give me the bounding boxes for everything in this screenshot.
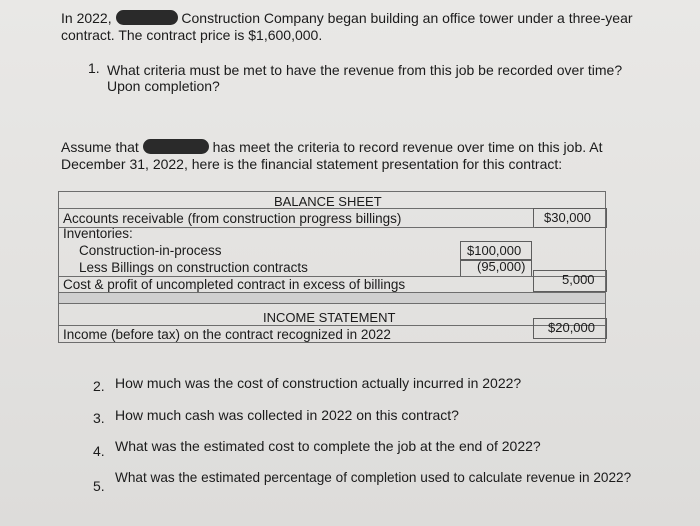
assume-line-1-end: has meet the criteria to record revenue over time on this job. At [212,139,603,155]
excess-value: 5,000 [562,272,595,287]
redacted-company-name [116,10,178,25]
ar-value: $30,000 [544,210,591,225]
billings-label: Less Billings on construction contracts [79,260,308,275]
blank-band [59,293,605,303]
assume-line-1 [61,139,602,155]
row-divider-4 [58,303,606,304]
q5-text: What was the estimated percentage of completion used to calculate revenue in 2022? [115,470,632,485]
table-top-border [58,191,606,192]
q2-text: How much was the cost of construction actually incurred in 2022? [115,375,522,391]
q4-number: 4. [93,443,105,459]
excess-label: Cost & profit of uncompleted contract in excess of billings [63,277,406,292]
inventories-label: Inventories: [63,226,133,241]
assume-line-2: December 31, 2022, here is the financial statement presentation for this contract: [61,156,563,172]
q1-line-2: Upon completion? [107,78,220,94]
table-bottom-border [58,342,606,343]
table-left-border [58,191,59,343]
intro-line-1 [61,10,633,26]
cip-label: Construction-in-process [79,243,222,258]
income-statement-title: INCOME STATEMENT [263,310,396,325]
intro-line-2: contract. The contract price is $1,600,000. [61,27,323,43]
income-title-divider [58,325,606,326]
balance-sheet-title: BALANCE SHEET [274,194,382,209]
q1-number: 1. [88,60,100,76]
q1-line-1: What criteria must be met to have the revenue from this job be recorded over time? [107,62,623,78]
assume-line-1-start: Assume that [61,139,139,155]
q3-number: 3. [93,410,105,426]
q5-number: 5. [93,478,105,494]
income-label: Income (before tax) on the contract recognized in 2022 [63,327,391,342]
ar-label: Accounts receivable (from construction progress billings) [63,211,402,226]
intro-line-1-end: Construction Company began building an office tower under a three-year [181,10,633,26]
q2-number: 2. [93,378,105,394]
intro-line-1-start: In 2022, [61,10,112,26]
cip-value: $100,000 [467,243,522,258]
redacted-company-name-2 [143,139,209,154]
q3-text: How much cash was collected in 2022 on this contract? [115,407,459,423]
billings-value: (95,000) [477,259,526,274]
q4-text: What was the estimated cost to complete the job at the end of 2022? [115,438,541,454]
income-value: $20,000 [548,320,595,335]
